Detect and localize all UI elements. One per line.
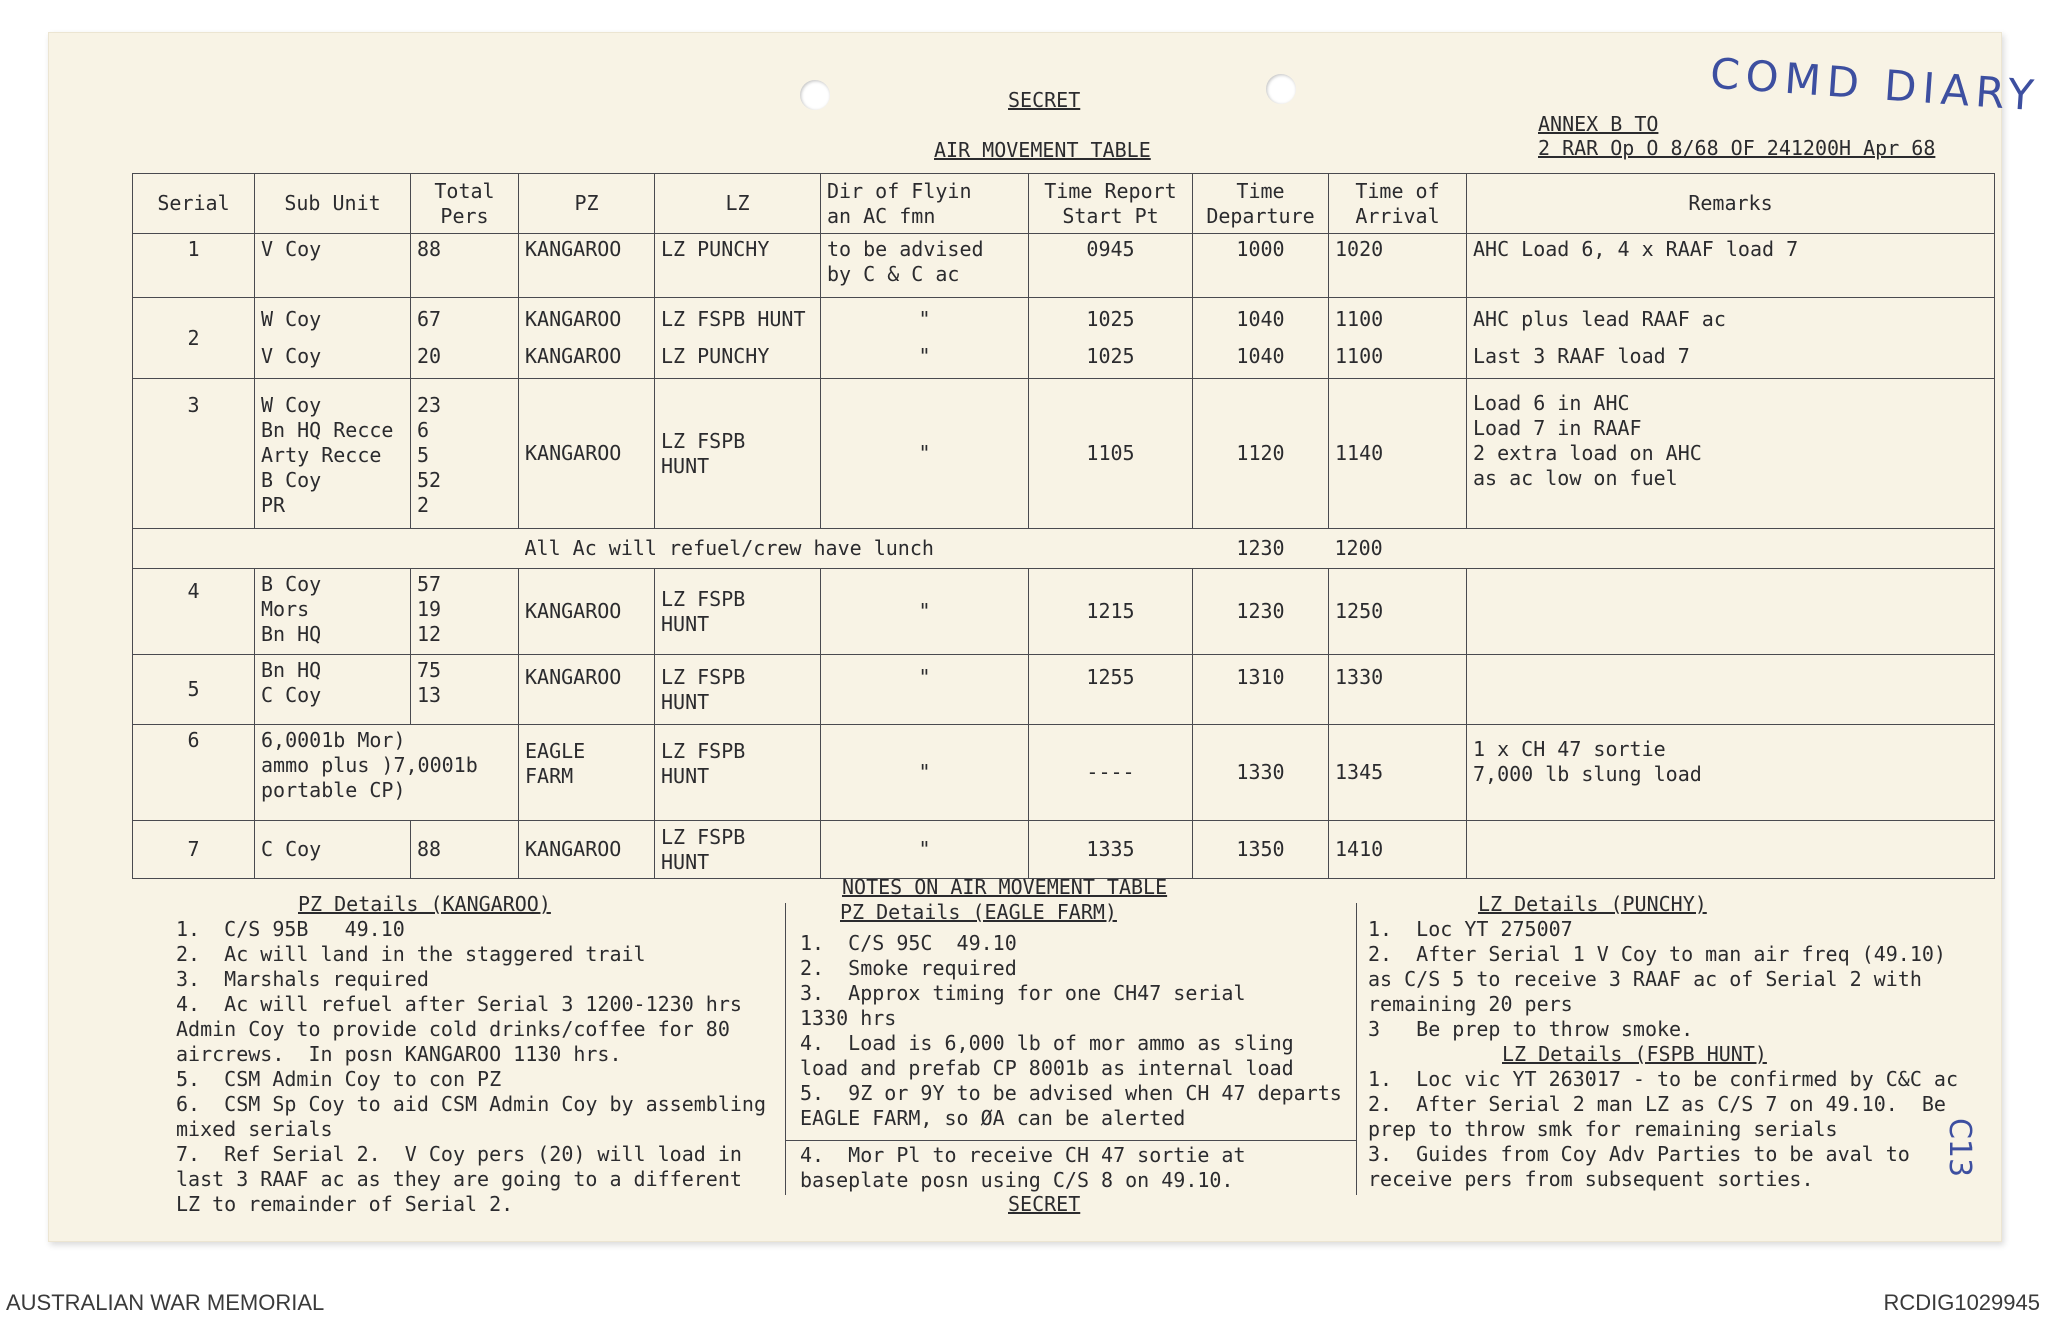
cell-lz: LZ FSPB HUNT	[655, 569, 821, 655]
cell-total-pers: 88	[411, 821, 519, 879]
cell-time-arrival: 1020	[1329, 234, 1467, 298]
note-line: 6. CSM Sp Coy to aid CSM Admin Coy by assembling	[176, 1092, 767, 1116]
cell-serial: 6	[133, 725, 255, 821]
cell-time-report: 1335	[1029, 821, 1193, 879]
page-title: AIR MOVEMENT TABLE	[934, 138, 1151, 162]
cell-sub-unit: Bn HQ C Coy	[255, 655, 411, 725]
cell-total-pers: 67 20	[411, 298, 519, 379]
col-header: Serial	[133, 174, 255, 234]
note-line: load and prefab CP 8001b as internal load	[800, 1056, 1294, 1080]
col-header: Time of Arrival	[1329, 174, 1467, 234]
cell-sub-unit: B Coy Mors Bn HQ	[255, 569, 411, 655]
cell-time-departure: 1000	[1193, 234, 1329, 298]
cell-time-departure: 1230	[1193, 569, 1329, 655]
lunch-departure: 1230	[1193, 529, 1329, 569]
cell-serial: 5	[133, 655, 255, 725]
cell-sub-unit: W Coy V Coy	[255, 298, 411, 379]
cell-sub-unit: W Coy Bn HQ Recce Arty Recce B Coy PR	[255, 379, 411, 529]
cell-sub-unit: C Coy	[255, 821, 411, 879]
cell-time-arrival: 1345	[1329, 725, 1467, 821]
pz-eagle-farm-heading: PZ Details (EAGLE FARM)	[840, 900, 1117, 924]
cell-time-departure: 1310	[1193, 655, 1329, 725]
cell-pz: KANGAROO	[519, 569, 655, 655]
note-line: last 3 RAAF ac as they are going to a different	[176, 1167, 742, 1191]
cell-pz: KANGAROO	[519, 234, 655, 298]
cell-remarks	[1467, 569, 1995, 655]
table-row	[133, 655, 1995, 725]
cell-pz: EAGLE FARM	[519, 725, 655, 821]
cell-time-report: 1025 1025	[1029, 298, 1193, 379]
cell-time-report: ----	[1029, 725, 1193, 821]
note-line: LZ to remainder of Serial 2.	[176, 1192, 514, 1216]
cell-time-report: 1215	[1029, 569, 1193, 655]
note-line: remaining 20 pers	[1368, 992, 1573, 1016]
cell-lz: LZ FSPB HUNT	[655, 655, 821, 725]
notes-pz-eagle-farm	[800, 900, 1356, 1193]
cell-time-arrival: 1250	[1329, 569, 1467, 655]
note-line: 3. Guides from Coy Adv Parties to be aval to	[1368, 1142, 1910, 1166]
archive-id: RCDIG1029945	[1883, 1290, 2040, 1315]
table-row	[133, 569, 1995, 655]
archive-credit: AUSTRALIAN WAR MEMORIAL	[6, 1290, 325, 1315]
note-line: 1330 hrs	[800, 1006, 897, 1030]
col-header: PZ	[519, 174, 655, 234]
col-header: Time Report Start Pt	[1029, 174, 1193, 234]
cell-dir-flyin: " "	[821, 298, 1029, 379]
cell-remarks: AHC Load 6, 4 x RAAF load 7	[1467, 234, 1995, 298]
cell-time-departure: 1120	[1193, 379, 1329, 529]
cell-dir-flyin: to be advised by C & C ac	[821, 234, 1029, 298]
note-line: 2. After Serial 2 man LZ as C/S 7 on 49.10. Be	[1368, 1092, 1946, 1116]
cell-serial: 7	[133, 821, 255, 879]
cell-dir-flyin: "	[821, 655, 1029, 725]
note-line: 1. C/S 95B 49.10	[176, 917, 405, 941]
cell-dir-flyin: "	[821, 725, 1029, 821]
classification-top: SECRET	[1008, 88, 1081, 112]
punch-hole-left	[800, 80, 830, 110]
lz-fspb-hunt-heading: LZ Details (FSPB HUNT)	[1502, 1042, 1767, 1066]
cell-dir-flyin: "	[821, 569, 1029, 655]
table-row	[133, 821, 1995, 879]
col-header: Sub Unit	[255, 174, 411, 234]
note-line: baseplate posn using C/S 8 on 49.10.	[800, 1168, 1234, 1192]
note-line: 2. After Serial 1 V Coy to man air freq (49.10)	[1368, 942, 1946, 966]
cell-lz: LZ FSPB HUNT LZ PUNCHY	[655, 298, 821, 379]
cell-total-pers: 57 19 12	[411, 569, 519, 655]
lunch-arrival: 1200	[1329, 529, 1467, 569]
cell-remarks: AHC plus lead RAAF ac Last 3 RAAF load 7	[1467, 298, 1995, 379]
cell-time-arrival: 1100 1100	[1329, 298, 1467, 379]
notes-pz-kangaroo	[176, 892, 782, 1217]
note-line: 3. Marshals required	[176, 967, 429, 991]
note-line: Admin Coy to provide cold drinks/coffee for 80	[176, 1017, 730, 1041]
lunch-row	[133, 529, 1995, 569]
pz-kangaroo-heading: PZ Details (KANGAROO)	[298, 892, 551, 916]
cell-lz: LZ FSPB HUNT	[655, 725, 821, 821]
cell-serial: 1	[133, 234, 255, 298]
notes-divider-right	[1356, 903, 1357, 1195]
punch-hole-right	[1266, 74, 1296, 104]
note-line: 4. Ac will refuel after Serial 3 1200-1230 hrs	[176, 992, 742, 1016]
table-header-row	[133, 174, 1995, 234]
cell-time-arrival: 1410	[1329, 821, 1467, 879]
note-line: as C/S 5 to receive 3 RAAF ac of Serial 2 with	[1368, 967, 1922, 991]
cell-serial: 2	[133, 298, 255, 379]
classification-bottom: SECRET	[1008, 1192, 1081, 1216]
cell-pz: KANGAROO	[519, 379, 655, 529]
cell-serial: 4	[133, 569, 255, 655]
cell-sub-unit: 6,0001b Mor) ammo plus )7,0001b portable CP)	[255, 725, 519, 821]
cell-time-departure: 1350	[1193, 821, 1329, 879]
note-line: 4. Mor Pl to receive CH 47 sortie at	[800, 1143, 1246, 1167]
annex-line-1: ANNEX B TO	[1538, 112, 1659, 136]
cell-time-departure: 1040 1040	[1193, 298, 1329, 379]
handwritten-page-number: C13	[1942, 1117, 1978, 1178]
handwritten-annotation: COMD DIARY	[1708, 48, 2042, 121]
cell-remarks: Load 6 in AHC Load 7 in RAAF 2 extra load on AHC as ac low on fuel	[1467, 379, 1995, 529]
table-row	[133, 379, 1995, 529]
cell-pz: KANGAROO	[519, 655, 655, 725]
col-header: Total Pers	[411, 174, 519, 234]
col-header: Remarks	[1467, 174, 1995, 234]
note-line: 3 Be prep to throw smoke.	[1368, 1017, 1694, 1041]
col-header: Time Departure	[1193, 174, 1329, 234]
cell-time-report: 1105	[1029, 379, 1193, 529]
cell-time-arrival: 1140	[1329, 379, 1467, 529]
note-line: 1. Loc YT 275007	[1368, 917, 1573, 941]
note-line: 5. 9Z or 9Y to be advised when CH 47 departs	[800, 1081, 1342, 1105]
col-header: Dir of Flyin an AC fmn	[821, 174, 1029, 234]
note-line: aircrews. In posn KANGAROO 1130 hrs.	[176, 1042, 622, 1066]
note-line: 7. Ref Serial 2. V Coy pers (20) will load in	[176, 1142, 742, 1166]
note-line: 3. Approx timing for one CH47 serial	[800, 981, 1246, 1005]
notes-divider-left	[785, 903, 786, 1195]
cell-pz: KANGAROO KANGAROO	[519, 298, 655, 379]
notes-lz-details	[1368, 892, 1968, 1192]
note-line: 2. Ac will land in the staggered trail	[176, 942, 646, 966]
air-movement-table	[132, 173, 1995, 879]
notes-title: NOTES ON AIR MOVEMENT TABLE	[842, 875, 1168, 899]
cell-time-departure: 1330	[1193, 725, 1329, 821]
cell-time-report: 1255	[1029, 655, 1193, 725]
table-row	[133, 234, 1995, 298]
lunch-text: All Ac will refuel/crew have lunch	[519, 529, 1193, 569]
cell-sub-unit: V Coy	[255, 234, 411, 298]
note-line: prep to throw smk for remaining serials	[1368, 1117, 1838, 1141]
note-line: EAGLE FARM, so ØA can be alerted	[800, 1106, 1186, 1130]
cell-time-report: 0945	[1029, 234, 1193, 298]
cell-pz: KANGAROO	[519, 821, 655, 879]
cell-lz: LZ FSPB HUNT	[655, 379, 821, 529]
cell-serial: 3	[133, 379, 255, 529]
lz-punchy-heading: LZ Details (PUNCHY)	[1478, 892, 1707, 916]
note-line: mixed serials	[176, 1117, 333, 1141]
note-line: 1. Loc vic YT 263017 - to be confirmed by C&C ac	[1368, 1067, 1959, 1091]
cell-total-pers: 23 6 5 52 2	[411, 379, 519, 529]
note-line: 1. C/S 95C 49.10	[800, 931, 1017, 955]
cell-remarks	[1467, 655, 1995, 725]
note-line: 5. CSM Admin Coy to con PZ	[176, 1067, 502, 1091]
table-row	[133, 725, 1995, 821]
col-header: LZ	[655, 174, 821, 234]
cell-time-arrival: 1330	[1329, 655, 1467, 725]
cell-lz: LZ PUNCHY	[655, 234, 821, 298]
annex-line-2: 2 RAR Op O 8/68 OF 241200H Apr 68	[1538, 136, 1936, 160]
note-line: 2. Smoke required	[800, 956, 1017, 980]
cell-total-pers: 88	[411, 234, 519, 298]
cell-remarks: 1 x CH 47 sortie 7,000 lb slung load	[1467, 725, 1995, 821]
table-row	[133, 298, 1995, 379]
note-line: receive pers from subsequent sorties.	[1368, 1167, 1814, 1191]
cell-total-pers: 75 13	[411, 655, 519, 725]
note-line: 4. Load is 6,000 lb of mor ammo as sling	[800, 1031, 1294, 1055]
cell-lz: LZ FSPB HUNT	[655, 821, 821, 879]
cell-dir-flyin: "	[821, 821, 1029, 879]
cell-dir-flyin: "	[821, 379, 1029, 529]
cell-remarks	[1467, 821, 1995, 879]
